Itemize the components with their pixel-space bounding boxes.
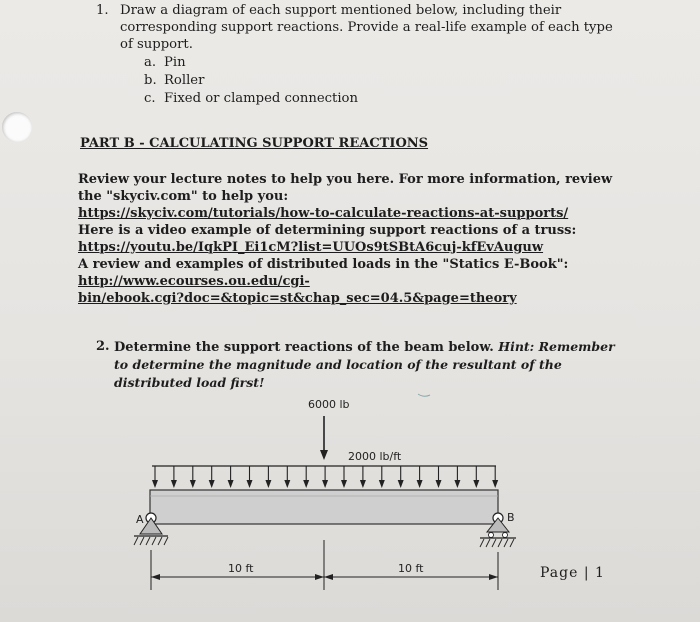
- truss-video-text: Here is a video example of determining support reactions of a truss:: [78, 223, 577, 238]
- load-arrowhead: [436, 480, 442, 488]
- load-arrowhead: [322, 480, 328, 488]
- load-arrowhead: [265, 480, 271, 488]
- point-load-label: 6000 lb: [308, 398, 350, 411]
- distributed-loads-text: A review and examples of distributed loads in the "Statics E-Book":: [78, 257, 569, 272]
- load-arrowhead: [341, 480, 347, 488]
- load-arrowhead: [360, 480, 366, 488]
- point-load-arrowhead: [320, 450, 328, 460]
- part-b-heading: PART B - CALCULATING SUPPORT REACTIONS: [80, 136, 429, 151]
- support-a-label: A: [136, 513, 144, 526]
- review-intro: Review your lecture notes to help you here. For more information, review the "skyciv.com" to help you:: [78, 172, 613, 204]
- load-arrowhead: [209, 480, 215, 488]
- page-number: Page | 1: [540, 565, 605, 581]
- load-arrowhead: [398, 480, 404, 488]
- skyciv-link[interactable]: https://skyciv.com/tutorials/how-to-calculate-reactions-at-supports/: [78, 206, 569, 221]
- question-2-number: 2.: [96, 339, 110, 354]
- load-arrowhead: [284, 480, 290, 488]
- distributed-load-label: 2000 lb/ft: [348, 450, 402, 463]
- support-b-label: B: [507, 511, 515, 524]
- load-arrowhead: [228, 480, 234, 488]
- dimension-left-label: 10 ft: [228, 562, 254, 575]
- option-fixed: c. Fixed or clamped connection: [144, 91, 358, 106]
- load-arrowhead: [379, 480, 385, 488]
- distributed-load-arrows: [152, 466, 498, 488]
- option-roller: b. Roller: [144, 73, 205, 88]
- option-pin: a. Pin: [144, 55, 186, 70]
- youtube-link[interactable]: https://youtu.be/IqkPI_Ei1cM?list=UUOs9tSBtA6cuj-kfEvAuguw: [78, 240, 544, 255]
- question-1-text: Draw a diagram of each support mentioned below, including their corresponding support reactions. Provide a real-life example of each type of support.: [120, 3, 613, 52]
- load-arrowhead: [247, 480, 253, 488]
- question-1-number: 1.: [96, 3, 109, 18]
- load-arrowhead: [473, 480, 479, 488]
- load-arrowhead: [303, 480, 309, 488]
- ecourses-link-line-1[interactable]: http://www.ecourses.ou.edu/cgi-: [78, 274, 310, 289]
- beam: [150, 490, 498, 524]
- ecourses-link-line-2[interactable]: bin/ebook.cgi?doc=&topic=st&chap_sec=04.5&page=theory: [78, 291, 517, 306]
- pen-mark: [418, 394, 430, 396]
- load-arrowhead: [171, 480, 177, 488]
- load-arrowhead: [190, 480, 196, 488]
- dimension-lines: [151, 540, 498, 590]
- dimension-right-label: 10 ft: [398, 562, 424, 575]
- load-arrowhead: [492, 480, 498, 488]
- load-arrowhead: [152, 480, 158, 488]
- question-2-hint: Hint: Remember to determine the magnitude and location of the resultant of the distributed load first!: [114, 339, 615, 390]
- load-arrowhead: [454, 480, 460, 488]
- load-arrowhead: [417, 480, 423, 488]
- question-2-text: Determine the support reactions of the beam below. Hint: Remember to determine the magnitude and location of the resultant of the distributed load first!: [114, 339, 615, 390]
